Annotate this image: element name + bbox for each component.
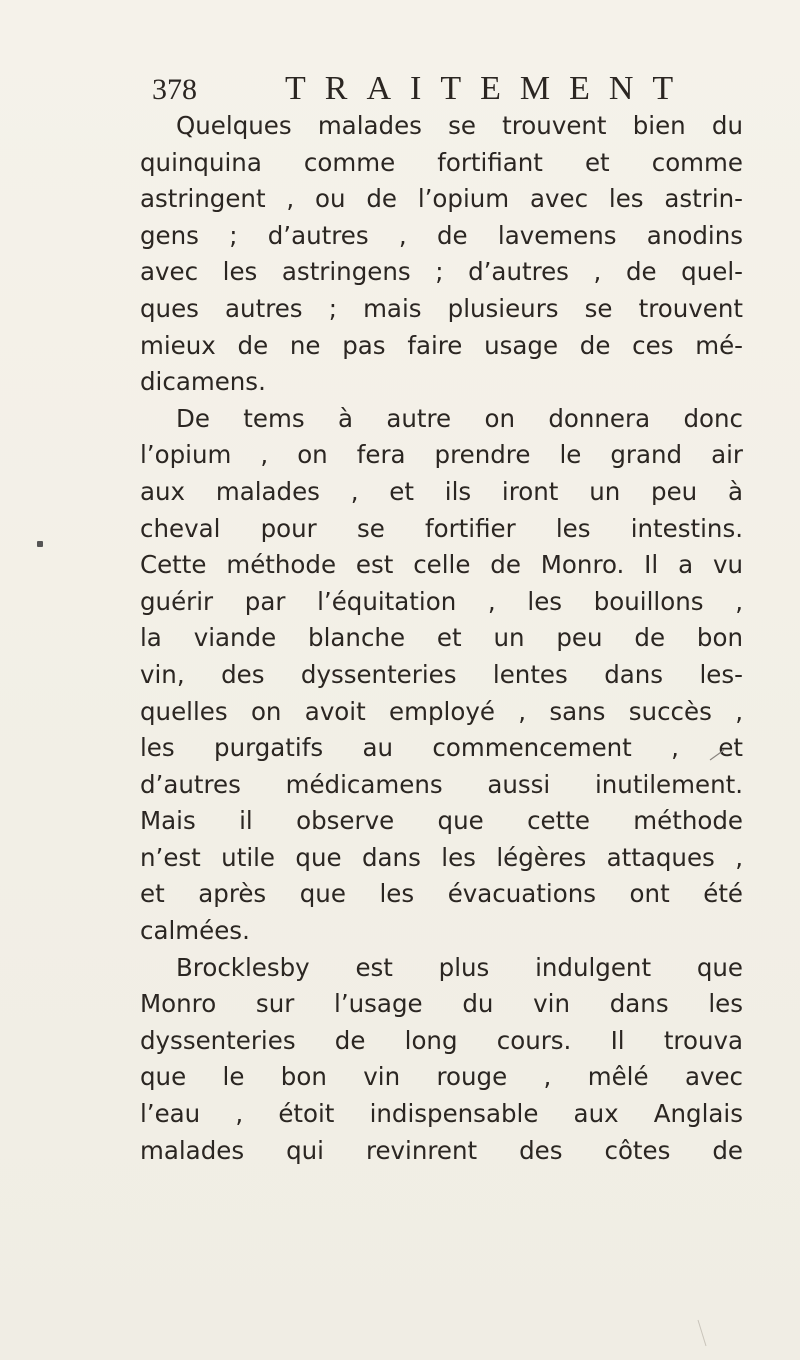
text-line: Monro sur l’usage du vin dans les	[140, 989, 743, 1019]
text-line: mieux de ne pas faire usage de ces mé-	[140, 330, 743, 360]
text-line: Cette méthode est celle de Monro. Il a vu	[140, 550, 743, 580]
text-line: Mais il observe que cette méthode	[140, 806, 743, 836]
text-line: quelles on avoit employé , sans succès ,	[140, 696, 743, 726]
text-line: l’opium , on fera prendre le grand air	[140, 440, 743, 470]
text-line: quinquina comme fortifiant et comme	[140, 147, 743, 177]
text-line: dyssenteries de long cours. Il trouva	[140, 1025, 743, 1055]
text-line: calmées.	[140, 916, 250, 946]
body-text	[140, 108, 743, 1169]
text-line: l’eau , étoit indispensable aux Anglais	[140, 1099, 743, 1129]
text-line: malades qui revinrent des côtes de	[140, 1135, 743, 1165]
margin-dot-mark	[37, 541, 43, 547]
text-line: aux malades , et ils iront un peu à	[140, 476, 743, 506]
text-line: gens ; d’autres , de lavemens anodins	[140, 220, 743, 250]
text-line: les purgatifs au commencement , et	[140, 733, 743, 763]
text-line: que le bon vin rouge , mêlé avec	[140, 1062, 743, 1092]
text-line: cheval pour se fortifier les intestins.	[140, 513, 743, 543]
text-line: Quelques malades se trouvent bien du	[176, 111, 743, 140]
text-line: Brocklesby est plus indulgent que	[176, 952, 743, 982]
text-line: n’est utile que dans les légères attaques ,	[140, 842, 743, 872]
text-line: De tems à autre on donnera donc	[176, 403, 743, 433]
page-number: 378	[152, 73, 197, 106]
text-line: guérir par l’équitation , les bouillons ,	[140, 586, 743, 616]
text-line: d’autres médicamens aussi inutilement.	[140, 769, 743, 799]
text-line: dicamens.	[140, 367, 266, 397]
text-line: vin, des dyssenteries lentes dans les-	[140, 659, 743, 689]
text-line: et après que les évacuations ont été	[140, 879, 743, 909]
text-line: avec les astringens ; d’autres , de quel-	[140, 257, 743, 287]
text-line: ques autres ; mais plusieurs se trouvent	[140, 293, 743, 323]
running-title: TRAITEMENT	[285, 70, 693, 107]
text-line: astringent , ou de l’opium avec les astrin-	[140, 184, 743, 214]
margin-pencil-mark	[708, 748, 726, 762]
bottom-pencil-mark	[696, 1318, 708, 1348]
text-line: la viande blanche et un peu de bon	[140, 623, 743, 653]
